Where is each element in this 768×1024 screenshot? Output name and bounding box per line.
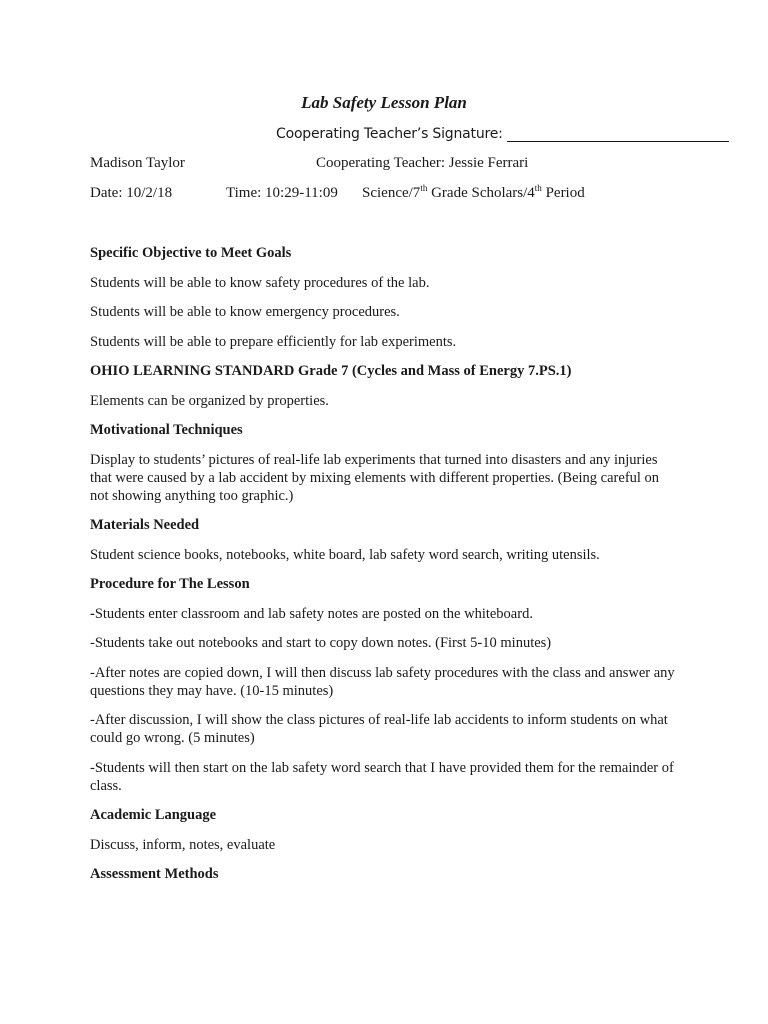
assessment-heading: Assessment Methods [90, 866, 219, 882]
class-part-3: Period [541, 185, 585, 201]
class-sup-2: th [534, 183, 542, 193]
language-heading: Academic Language [90, 807, 217, 823]
lesson-body [90, 244, 680, 895]
signature-label: Cooperating Teacher’s Signature: [276, 126, 503, 142]
procedure-step: -After notes are copied down, I will then discuss lab safety procedures with the class and answer any questions they may have. (10-15 minutes) [90, 664, 675, 699]
motivation-text: Display to students’ pictures of real-life lab experiments that turned into disasters and any injuries that were caused by a lab accident by mixing elements with different properties. (Being careful on not showing anything too graphic.) [90, 451, 660, 504]
student-name: Madison Taylor [90, 155, 185, 171]
signature-line [507, 127, 729, 142]
signature-row [276, 126, 729, 142]
procedure-step: -Students take out notebooks and start to copy down notes. (First 5-10 minutes) [90, 635, 552, 651]
materials-text: Student science books, notebooks, white board, lab safety word search, writing utensils. [90, 546, 600, 563]
class-part-2: Grade Scholars/4 [427, 185, 535, 201]
lesson-time: Time: 10:29-11:09 [226, 185, 338, 201]
objective-heading: Specific Objective to Meet Goals [90, 245, 292, 261]
language-text: Discuss, inform, notes, evaluate [90, 836, 276, 853]
standard-text: Elements can be organized by properties. [90, 392, 329, 409]
procedure-step: -After discussion, I will show the class pictures of real-life lab accidents to inform students on what could go wrong. (5 minutes) [90, 712, 668, 746]
lesson-class [362, 185, 585, 202]
materials-heading: Materials Needed [90, 517, 200, 533]
procedure-step: -Students will then start on the lab safety word search that I have provided them for the remainder of class. [90, 759, 674, 794]
lesson-date: Date: 10/2/18 [90, 185, 173, 201]
objective-item: Students will be able to know emergency procedures. [90, 304, 400, 320]
cooperating-teacher: Cooperating Teacher: Jessie Ferrari [316, 155, 529, 171]
class-sup-1: th [420, 183, 428, 193]
objective-item: Students will be able to know safety procedures of the lab. [90, 274, 430, 291]
motivation-heading: Motivational Techniques [90, 422, 243, 438]
document-title: Lab Safety Lesson Plan [301, 93, 467, 112]
class-part-1: Science/7 [362, 185, 421, 201]
standard-heading: OHIO LEARNING STANDARD Grade 7 (Cycles and Mass of Energy 7.PS.1) [90, 363, 572, 379]
procedure-dash: - [90, 605, 95, 622]
procedure-step [90, 605, 680, 623]
procedure-heading: Procedure for The Lesson [90, 576, 250, 592]
procedure-step-text: Students enter classroom and lab safety notes are posted on the whiteboard. [94, 605, 533, 622]
objective-item: Students will be able to prepare efficiently for lab experiments. [90, 333, 457, 350]
